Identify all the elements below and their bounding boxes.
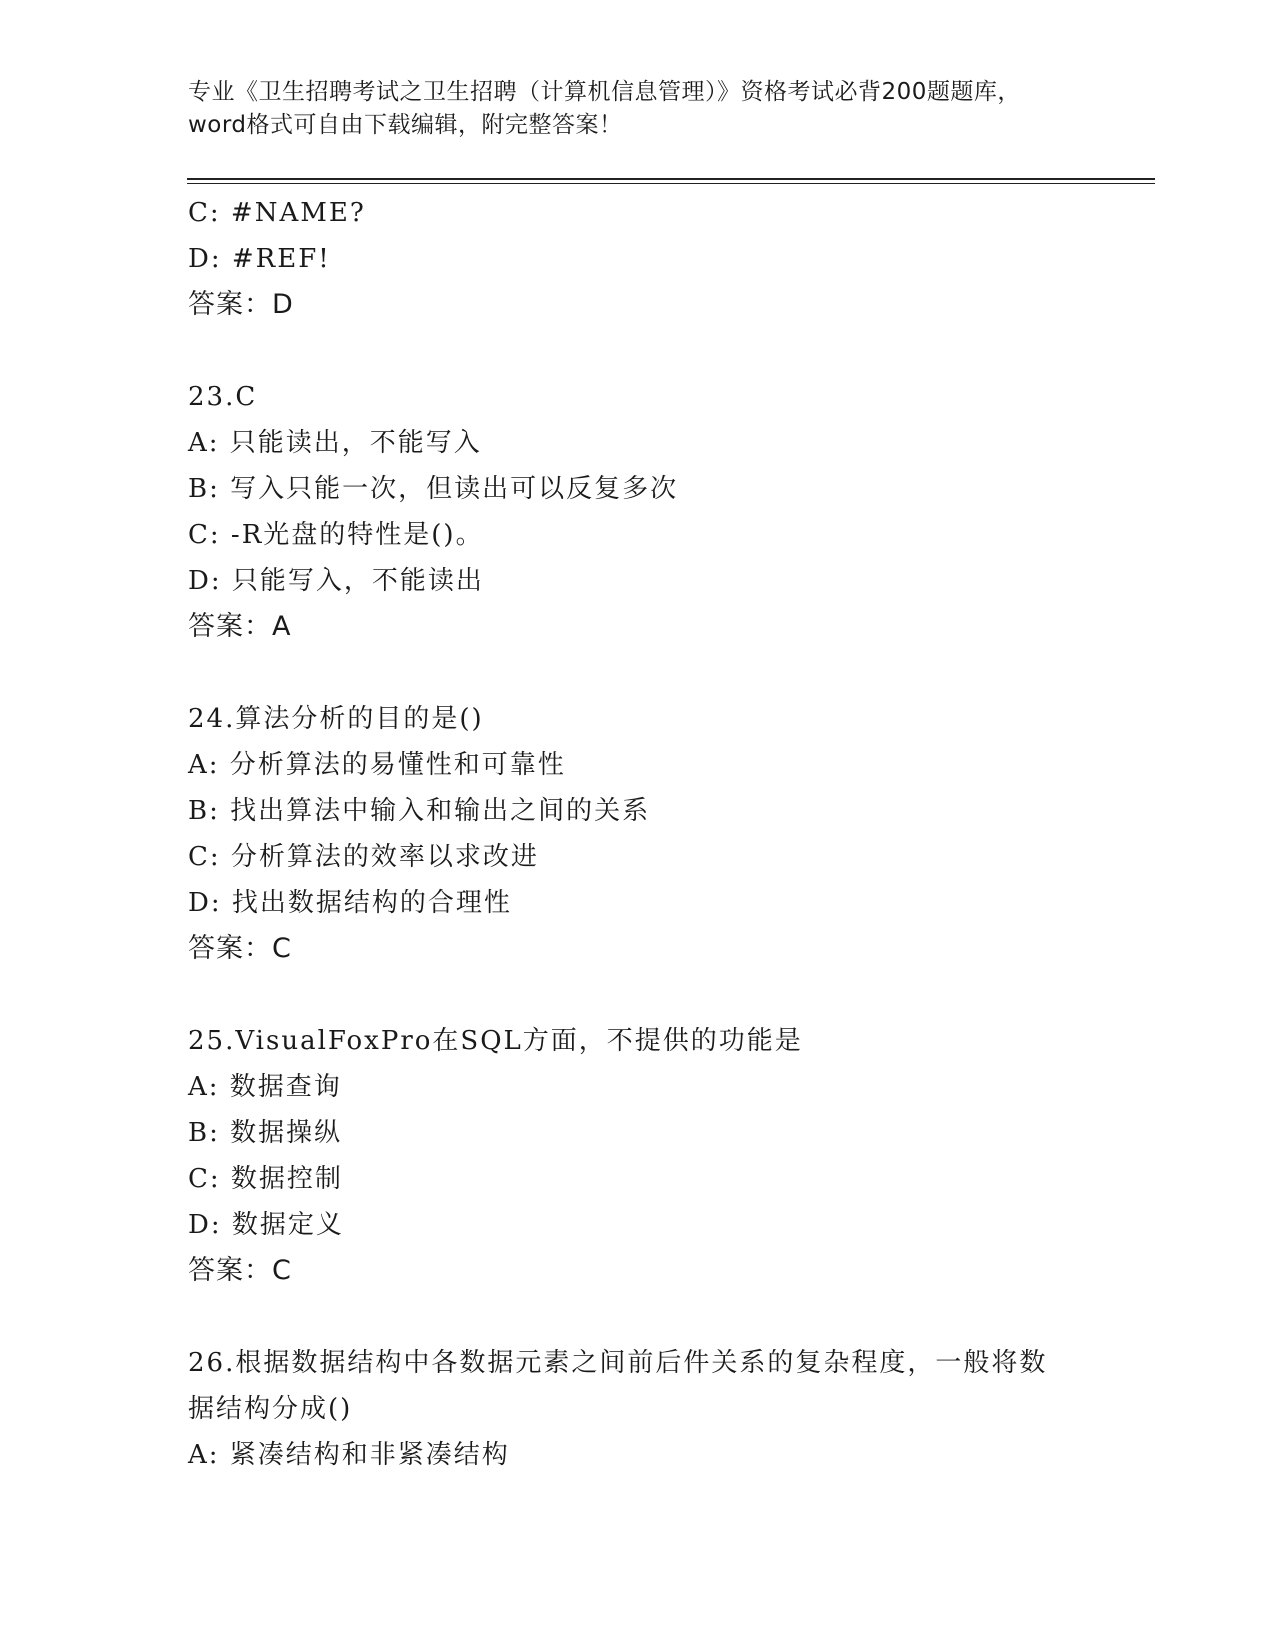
option-a: A: 数据查询 [188,1072,342,1102]
option-a: A: 只能读出，不能写入 [188,428,482,458]
option-c: C: 分析算法的效率以求改进 [188,842,539,872]
header-title-line-2: word格式可自由下载编辑，附完整答案！ [188,112,623,138]
spacer [188,1294,1088,1340]
question-25: 25.VisualFoxPro在SQL方面，不提供的功能是 [188,1026,803,1056]
header-title-line-1: 专业《卫生招聘考试之卫生招聘（计算机信息管理）》资格考试必背200题题库， [188,79,1021,105]
option-d: D: 只能写入，不能读出 [188,566,484,596]
option-b: B: 写入只能一次，但读出可以反复多次 [188,474,679,504]
question-26-continued: 据结构分成() [188,1394,353,1424]
option-b: B: 数据操纵 [188,1118,343,1148]
header-divider-thin [187,183,1155,184]
question-23: 23.C [188,382,258,412]
answer-line: 答案：C [188,1255,292,1286]
question-24: 24.算法分析的目的是() [188,704,484,734]
answer-line: 答案：C [188,933,292,964]
answer-line: 答案：D [188,289,294,320]
option-d: D: 找出数据结构的合理性 [188,888,512,918]
spacer [188,972,1088,1018]
option-c: C: 数据控制 [188,1164,343,1194]
option-d: D: 数据定义 [188,1210,344,1240]
spacer [188,328,1088,374]
question-26: 26.根据数据结构中各数据元素之间前后件关系的复杂程度，一般将数 [188,1348,1048,1378]
document-header [188,76,1088,142]
question-list [188,190,1088,1478]
option-b: B: 找出算法中输入和输出之间的关系 [188,796,651,826]
option-d: D: #REF! [188,244,331,274]
option-a: A: 紧凑结构和非紧凑结构 [188,1440,510,1470]
spacer [188,650,1088,696]
option-c: C: #NAME? [188,198,366,228]
option-c: C: -R光盘的特性是()。 [188,520,484,550]
header-divider-thick [187,178,1155,180]
option-a: A: 分析算法的易懂性和可靠性 [188,750,566,780]
answer-line: 答案：A [188,611,292,642]
